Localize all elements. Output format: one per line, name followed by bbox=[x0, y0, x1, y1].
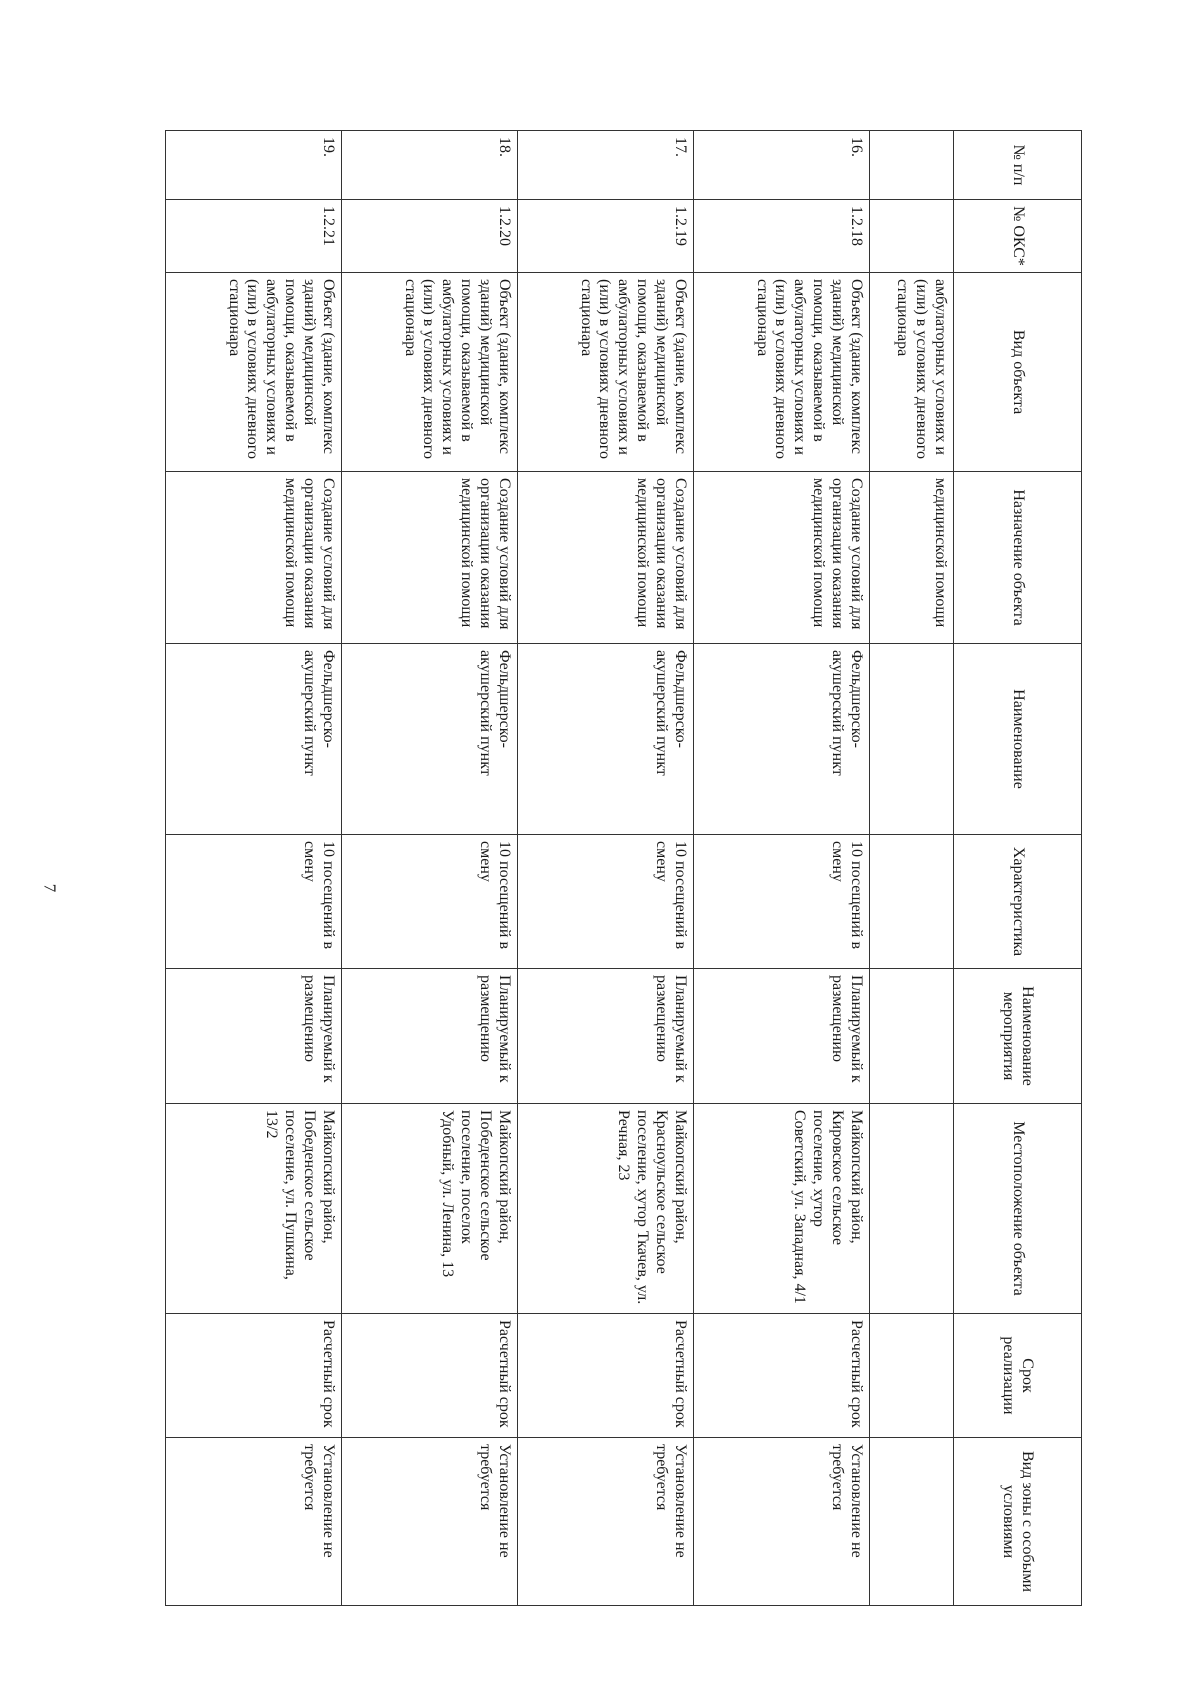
header-cell: Местоположение объекта bbox=[954, 1104, 1082, 1314]
term-cell: Расчетный срок bbox=[342, 1314, 518, 1438]
measure-cell: Планируемый к размещению bbox=[166, 969, 342, 1104]
measure-cell: Планируемый к размещению bbox=[694, 969, 870, 1104]
location-cell: Майкопский район, Кировское сельское поселение, хутор Советский, ул. Западная, 4/1 bbox=[694, 1104, 870, 1314]
header-cell: Назначение объекта bbox=[954, 472, 1082, 644]
characteristic-cell: 10 посещений в смену bbox=[694, 835, 870, 969]
term-cell: Расчетный срок bbox=[518, 1314, 694, 1438]
objects-table bbox=[165, 130, 1082, 1606]
object-purpose-cell: Создание условий для организации оказания медицинской помощи bbox=[166, 472, 342, 644]
continuation-type-cell: амбулаторных условиях и (или) в условиях дневного стационара bbox=[870, 273, 954, 472]
oks-number-cell: 1.2.19 bbox=[518, 200, 694, 273]
object-type-cell: Объект (здание, комплекс зданий) медицинской помощи, оказываемой в амбулаторных условиях и (или) в условиях дневного стационара bbox=[166, 273, 342, 472]
header-cell: № п/п bbox=[954, 131, 1082, 200]
characteristic-cell: 10 посещений в смену bbox=[518, 835, 694, 969]
header-cell: Характеристика bbox=[954, 835, 1082, 969]
header-cell: Срок реализации bbox=[954, 1314, 1082, 1438]
oks-number-cell: 1.2.21 bbox=[166, 200, 342, 273]
table-row bbox=[342, 131, 518, 1606]
zone-cell: Установление не требуется bbox=[342, 1438, 518, 1606]
table-row bbox=[518, 131, 694, 1606]
table-row bbox=[166, 131, 342, 1606]
location-cell: Майкопский район, Красноульское сельское поселение, хутор Ткачев, ул. Речная, 23 bbox=[518, 1104, 694, 1314]
oks-number-cell: 1.2.18 bbox=[694, 200, 870, 273]
rotated-table-sheet bbox=[176, 130, 1082, 1605]
object-purpose-cell: Создание условий для организации оказания медицинской помощи bbox=[342, 472, 518, 644]
object-name-cell: Фельдшерско-акушерский пункт bbox=[694, 644, 870, 835]
page-number: 7 bbox=[40, 883, 60, 893]
object-name-cell: Фельдшерско-акушерский пункт bbox=[342, 644, 518, 835]
header-cell: Вид зоны с особыми условиями bbox=[954, 1438, 1082, 1606]
zone-cell: Установление не требуется bbox=[694, 1438, 870, 1606]
row-number-cell: 18. bbox=[342, 131, 518, 200]
location-cell: Майкопский район, Победенское сельское поселение, ул. Пушкина, 13/2 bbox=[166, 1104, 342, 1314]
header-cell: № ОКС* bbox=[954, 200, 1082, 273]
characteristic-cell: 10 посещений в смену bbox=[166, 835, 342, 969]
header-cell: Вид объекта bbox=[954, 273, 1082, 472]
object-name-cell: Фельдшерско-акушерский пункт bbox=[166, 644, 342, 835]
row-number-cell: 19. bbox=[166, 131, 342, 200]
object-purpose-cell: Создание условий для организации оказания медицинской помощи bbox=[694, 472, 870, 644]
header-row bbox=[954, 131, 1082, 1606]
oks-number-cell: 1.2.20 bbox=[342, 200, 518, 273]
term-cell: Расчетный срок bbox=[166, 1314, 342, 1438]
object-type-cell: Объект (здание, комплекс зданий) медицинской помощи, оказываемой в амбулаторных условиях и (или) в условиях дневного стационара bbox=[518, 273, 694, 472]
location-cell: Майкопский район, Победенское сельское поселение, поселок Удобный, ул. Ленина, 13 bbox=[342, 1104, 518, 1314]
object-name-cell: Фельдшерско-акушерский пункт bbox=[518, 644, 694, 835]
object-purpose-cell: Создание условий для организации оказания медицинской помощи bbox=[518, 472, 694, 644]
characteristic-cell: 10 посещений в смену bbox=[342, 835, 518, 969]
term-cell: Расчетный срок bbox=[694, 1314, 870, 1438]
measure-cell: Планируемый к размещению bbox=[518, 969, 694, 1104]
header-cell: Наименование bbox=[954, 644, 1082, 835]
row-number-cell: 16. bbox=[694, 131, 870, 200]
measure-cell: Планируемый к размещению bbox=[342, 969, 518, 1104]
zone-cell: Установление не требуется bbox=[166, 1438, 342, 1606]
row-number-cell: 17. bbox=[518, 131, 694, 200]
object-type-cell: Объект (здание, комплекс зданий) медицинской помощи, оказываемой в амбулаторных условиях и (или) в условиях дневного стационара bbox=[694, 273, 870, 472]
object-type-cell: Объект (здание, комплекс зданий) медицинской помощи, оказываемой в амбулаторных условиях и (или) в условиях дневного стационара bbox=[342, 273, 518, 472]
header-cell: Наименование мероприятия bbox=[954, 969, 1082, 1104]
continuation-row bbox=[870, 131, 954, 1606]
continuation-purpose-cell: медицинской помощи bbox=[870, 472, 954, 644]
table-row bbox=[694, 131, 870, 1606]
zone-cell: Установление не требуется bbox=[518, 1438, 694, 1606]
